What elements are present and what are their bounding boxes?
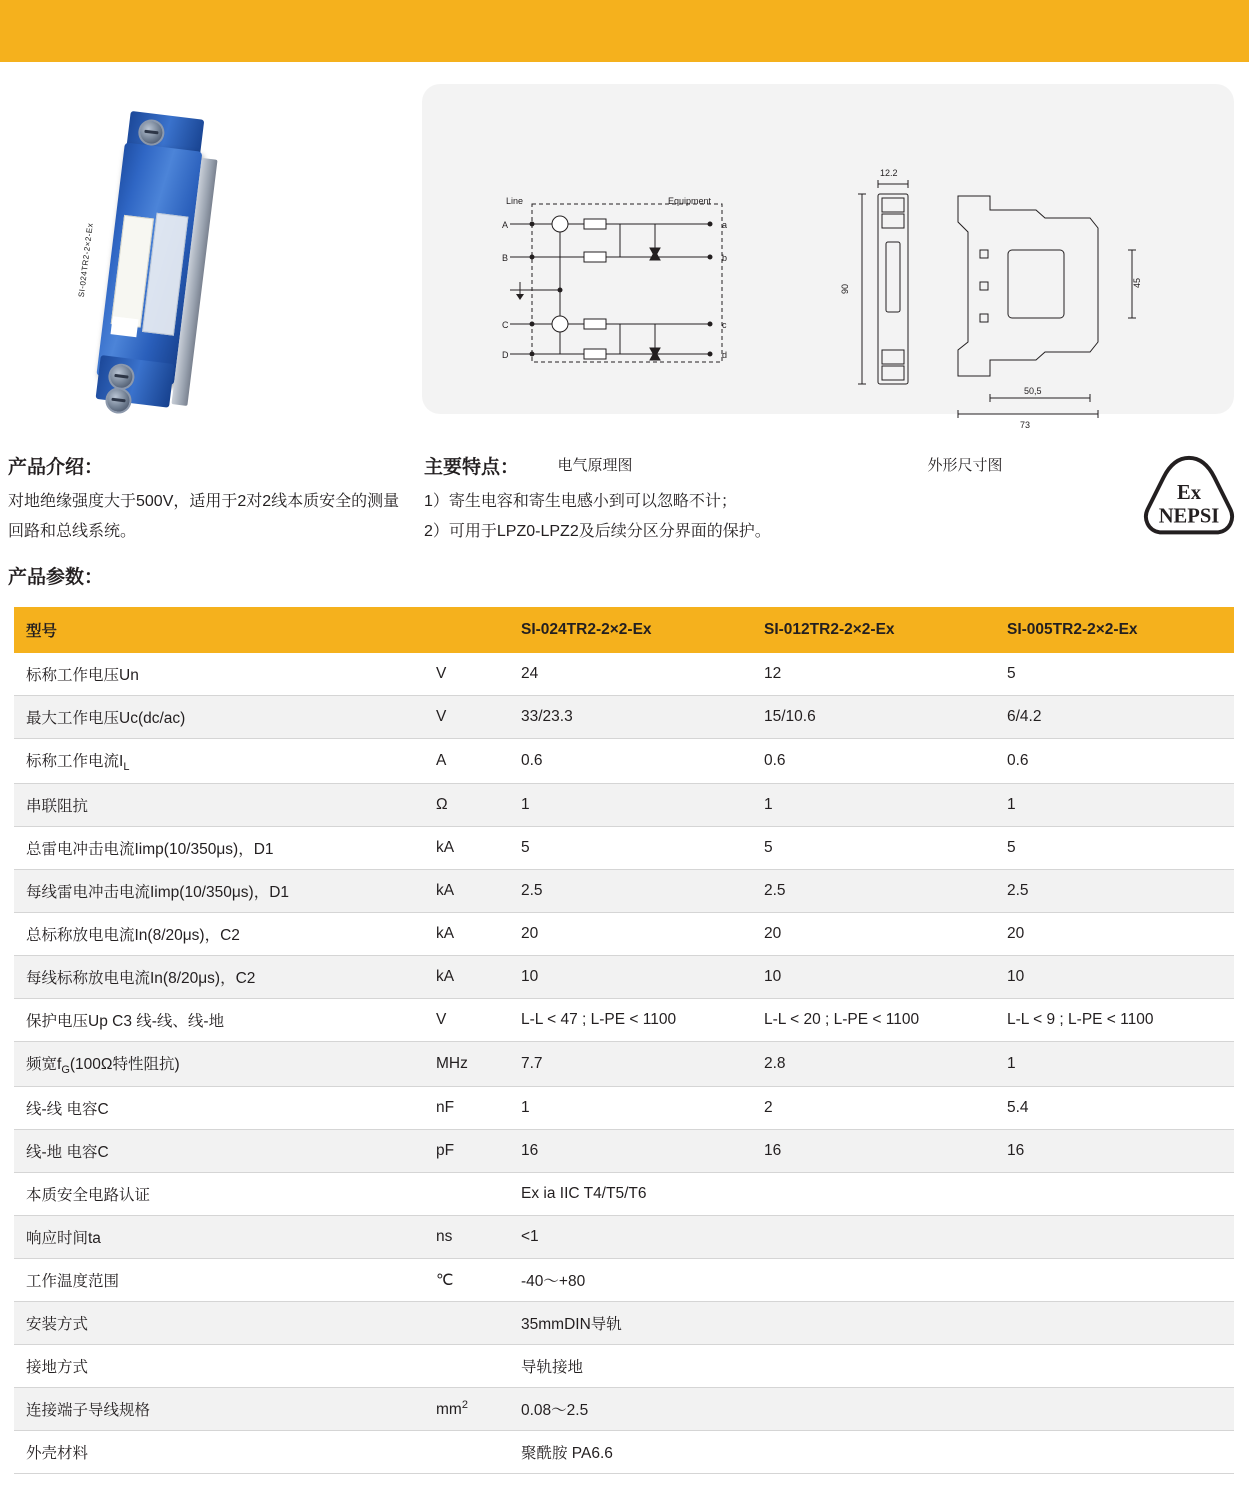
param-unit (424, 1345, 509, 1388)
param-value-si005: 5 (995, 827, 1234, 870)
table-row (14, 1173, 1234, 1216)
table-row (14, 696, 1234, 739)
svg-text:D: D (502, 350, 509, 360)
table-row (14, 1302, 1234, 1345)
param-value-si024: 33/23.3 (509, 696, 752, 739)
param-value-si024: 10 (509, 956, 752, 999)
param-name: 总标称放电电流In(8/20μs)，C2 (14, 913, 424, 956)
param-value-si005: L-L < 9 ; L-PE < 1100 (995, 999, 1234, 1042)
svg-text:d: d (722, 350, 728, 360)
param-value-all: <1 (509, 1216, 1234, 1259)
header-band (0, 0, 1249, 62)
feature-item: 1）寄生电容和寄生电感小到可以忽略不计； (424, 493, 737, 510)
surge-protector-device (75, 103, 236, 416)
table-body (14, 653, 1234, 1474)
param-value-all: Ex ia IIC T4/T5/T6 (509, 1173, 1234, 1216)
param-value-si005: 20 (995, 913, 1234, 956)
param-unit: kA (424, 956, 509, 999)
svg-text:A: A (502, 220, 509, 230)
dimension-drawing (840, 162, 1170, 442)
features-title: 主要特点： (424, 457, 520, 478)
param-unit: V (424, 696, 509, 739)
param-name: 安装方式 (14, 1302, 424, 1345)
params-title: 产品参数： (8, 567, 104, 588)
param-name: 每线标称放电电流In(8/20μs)，C2 (14, 956, 424, 999)
product-photo (8, 84, 408, 434)
param-name: 接地方式 (14, 1345, 424, 1388)
param-name: 连接端子导线规格 (14, 1388, 424, 1431)
param-unit: pF (424, 1130, 509, 1173)
svg-text:b: b (722, 253, 728, 263)
param-unit: ns (424, 1216, 509, 1259)
param-value-all: -40～+80 (509, 1259, 1234, 1302)
param-value-si012: 12 (752, 653, 995, 696)
param-value-si005: 5.4 (995, 1087, 1234, 1130)
param-name: 外壳材料 (14, 1431, 424, 1474)
param-value-si005: 1 (995, 1042, 1234, 1087)
param-value-si012: 15/10.6 (752, 696, 995, 739)
col-header-model: 型号 (14, 607, 424, 653)
param-value-si005: 2.5 (995, 870, 1234, 913)
param-value-all: 聚酰胺 PA6.6 (509, 1431, 1234, 1474)
circuit-schematic (500, 182, 760, 382)
param-value-si024: 20 (509, 913, 752, 956)
col-header-si012: SI-012TR2-2×2-Ex (752, 607, 995, 653)
param-value-si012: 2.8 (752, 1042, 995, 1087)
table-row (14, 1130, 1234, 1173)
param-value-si024: 1 (509, 1087, 752, 1130)
param-name: 线-地 电容C (14, 1130, 424, 1173)
param-value-si005: 10 (995, 956, 1234, 999)
param-value-si012: L-L < 20 ; L-PE < 1100 (752, 999, 995, 1042)
param-value-si012: 20 (752, 913, 995, 956)
svg-text:C: C (502, 320, 509, 330)
param-unit: A (424, 739, 509, 784)
col-header-unit (424, 607, 509, 653)
param-name: 响应时间ta (14, 1216, 424, 1259)
page-header-bar (0, 0, 1249, 62)
table-row (14, 827, 1234, 870)
param-name: 总雷电冲击电流Iimp(10/350μs)，D1 (14, 827, 424, 870)
nepsi-certification-badge (1140, 452, 1238, 550)
intro-body: 对地绝缘强度大于500V，适用于2对2线本质安全的测量回路和总线系统。 (8, 493, 400, 540)
param-value-si012: 2 (752, 1087, 995, 1130)
param-name: 最大工作电压Uc(dc/ac) (14, 696, 424, 739)
table-row (14, 1087, 1234, 1130)
dimension-diagram-caption: 外形尺寸图 (927, 457, 1003, 474)
param-value-si012: 1 (752, 784, 995, 827)
param-unit: kA (424, 827, 509, 870)
param-unit (424, 1431, 509, 1474)
svg-text:90: 90 (840, 283, 850, 294)
param-value-si024: 16 (509, 1130, 752, 1173)
param-name: 工作温度范围 (14, 1259, 424, 1302)
table-row (14, 1259, 1234, 1302)
svg-text:a: a (722, 220, 728, 230)
svg-text:c: c (722, 320, 727, 330)
param-value-si024: 7.7 (509, 1042, 752, 1087)
param-unit: kA (424, 913, 509, 956)
param-unit: V (424, 999, 509, 1042)
param-unit: ℃ (424, 1259, 509, 1302)
table-row (14, 1216, 1234, 1259)
feature-item: 2）可用于LPZ0-LPZ2及后续分区分界面的保护。 (424, 523, 771, 540)
features-list (424, 487, 1074, 547)
table-row (14, 653, 1234, 696)
param-unit (424, 1302, 509, 1345)
svg-text:Line: Line (506, 196, 524, 206)
svg-text:73: 73 (1020, 420, 1031, 430)
table-row (14, 1388, 1234, 1431)
param-unit: nF (424, 1087, 509, 1130)
intro-title: 产品介绍： (8, 457, 104, 478)
svg-text:45: 45 (1132, 277, 1142, 288)
device-brand-logo (111, 316, 139, 337)
param-value-si012: 2.5 (752, 870, 995, 913)
param-value-si024: 1 (509, 784, 752, 827)
col-header-si005: SI-005TR2-2×2-Ex (995, 607, 1234, 653)
param-name: 线-线 电容C (14, 1087, 424, 1130)
table-row (14, 1431, 1234, 1474)
param-name: 标称工作电流$I_L$ (14, 739, 424, 784)
param-value-si012: 5 (752, 827, 995, 870)
param-value-si024: 2.5 (509, 870, 752, 913)
param-unit: Ω (424, 784, 509, 827)
table-row (14, 1345, 1234, 1388)
param-value-si005: 5 (995, 653, 1234, 696)
circuit-diagram-caption: 电气原理图 (557, 457, 633, 474)
param-value-si005: 16 (995, 1130, 1234, 1173)
table-header-row (14, 607, 1234, 653)
table-row (14, 1042, 1234, 1087)
param-value-all: 0.08～2.5 (509, 1388, 1234, 1431)
param-value-si024: 5 (509, 827, 752, 870)
param-name: 串联阻抗 (14, 784, 424, 827)
param-value-si005: 6/4.2 (995, 696, 1234, 739)
param-unit: MHz (424, 1042, 509, 1087)
svg-text:12.2: 12.2 (880, 168, 898, 178)
param-value-all: 35mmDIN导轨 (509, 1302, 1234, 1345)
table-row (14, 913, 1234, 956)
device-label-text: SI-024TR2-2×2-Ex (76, 222, 95, 298)
parameters-table (14, 607, 1234, 1474)
param-value-si024: 0.6 (509, 739, 752, 784)
param-name: 保护电压Up C3 线-线、线-地 (14, 999, 424, 1042)
table-row (14, 739, 1234, 784)
param-name: 本质安全电路认证 (14, 1173, 424, 1216)
param-value-si024: L-L < 47 ; L-PE < 1100 (509, 999, 752, 1042)
badge-bottom-text: NEPSI (1158, 505, 1220, 528)
table-row (14, 999, 1234, 1042)
param-value-si024: 24 (509, 653, 752, 696)
param-unit: kA (424, 870, 509, 913)
svg-text:B: B (502, 253, 509, 263)
param-unit: V (424, 653, 509, 696)
param-value-all: 导轨接地 (509, 1345, 1234, 1388)
badge-top-text: Ex (1176, 482, 1202, 505)
param-value-si012: 0.6 (752, 739, 995, 784)
param-value-si012: 10 (752, 956, 995, 999)
param-name: 每线雷电冲击电流Iimp(10/350μs)，D1 (14, 870, 424, 913)
param-value-si005: 0.6 (995, 739, 1234, 784)
param-unit (424, 1173, 509, 1216)
table-row (14, 956, 1234, 999)
param-value-si012: 16 (752, 1130, 995, 1173)
svg-text:Equipment: Equipment (668, 196, 712, 206)
table-row (14, 784, 1234, 827)
param-value-si005: 1 (995, 784, 1234, 827)
table-row (14, 870, 1234, 913)
col-header-si024: SI-024TR2-2×2-Ex (509, 607, 752, 653)
param-unit: $mm^2$ (424, 1388, 509, 1431)
param-name: 频宽$f_G(100\Omega$特性阻抗) (14, 1042, 424, 1087)
param-name: 标称工作电压Un (14, 653, 424, 696)
svg-text:50,5: 50,5 (1024, 386, 1042, 396)
